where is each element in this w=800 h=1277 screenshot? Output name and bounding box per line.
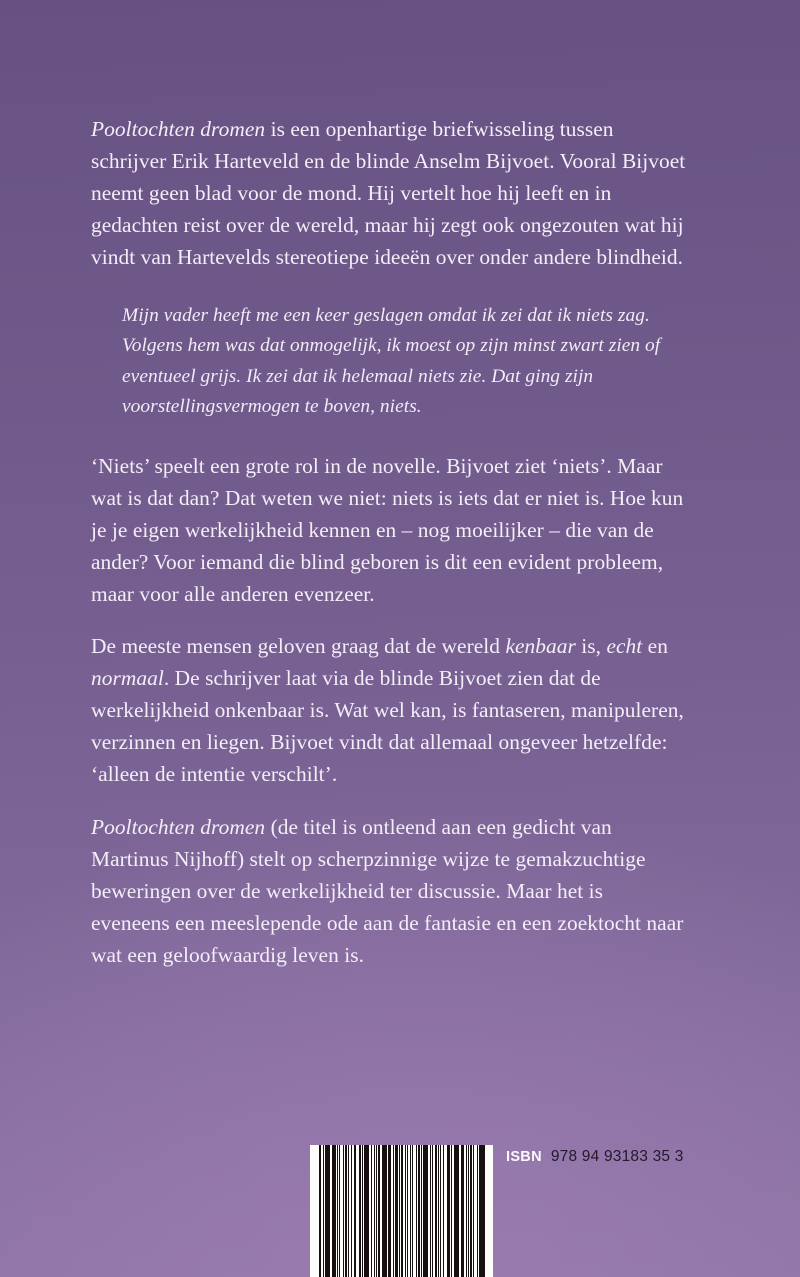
blurb-paragraph-3-part-1: De meeste mensen geloven graag dat de wereld	[91, 634, 506, 659]
emphasis-normaal: normaal	[91, 666, 164, 691]
blurb-paragraph-1	[91, 114, 687, 274]
isbn-barcode	[310, 1145, 493, 1277]
emphasis-kenbaar: kenbaar	[505, 634, 576, 659]
blurb-paragraph-3-part-3: en	[642, 634, 668, 659]
blurb-paragraph-2: ‘Niets’ speelt een grote rol in de novelle. Bijvoet ziet ‘niets’. Maar wat is dat dan? Dat weten we niet: niets is iets dat er niet is. Hoe kun je je eigen werkelijkheid kennen en – nog moeilijker – die van de ander? Voor iemand die blind geboren is dit een evident probleem, maar voor alle anderen evenzeer.	[91, 453, 684, 606]
blurb-paragraph-3-part-4: . De schrijver laat via de blinde Bijvoet zien dat de werkelijkheid onkenbaar is. Wat wel kan, is fantaseren, manipuleren, verzinnen en liegen. Bijvoet vindt dat allemaal ongeveer hetzelfde: ‘alleen de intentie verschilt’.	[91, 666, 684, 787]
pull-quote: Mijn vader heeft me een keer geslagen omdat ik zei dat ik niets zag. Volgens hem was dat onmogelijk, ik moest op zijn minst zwart zien of eventueel grijs. Ik zei dat ik helemaal niets zie. Dat ging zijn voorstellingsvermogen te boven, niets.	[122, 304, 661, 418]
isbn-line	[506, 1148, 684, 1166]
isbn-digits: 978 94 93183 35 3	[550, 1148, 684, 1165]
book-title-italic-1: Pooltochten dromen	[91, 117, 266, 141]
book-title-italic-2: Pooltochten dromen	[91, 814, 266, 839]
blurb-paragraph-4	[91, 812, 687, 972]
emphasis-echt: echt	[606, 634, 643, 659]
barcode-area	[0, 1142, 800, 1277]
blurb-paragraph-4-rest: (de titel is ontleend aan een gedicht van Martinus Nijhoff) stelt op scherpzinnige wijze te gemakzuchtige beweringen over de werkelijkheid ter discussie. Maar het is eveneens een meeslepende ode aan de fantasie en een zoektocht naar wat een geloofwaardig leven is.	[91, 814, 684, 967]
blurb-paragraph-1-rest: is een openhartige briefwisseling tussen schrijver Erik Harteveld en de blinde Anselm Bijvoet. Vooral Bijvoet neemt geen blad voor de mond. Hij vertelt hoe hij leeft en in gedachten reist over de wereld, maar hij zegt ook ongezouten wat hij vindt van Hartevelds stereotiepe ideeën over onder andere blindheid.	[91, 117, 686, 269]
blurb-paragraph-3-part-2: is,	[575, 634, 607, 659]
barcode-bars	[319, 1145, 486, 1277]
blurb-paragraph-3	[91, 631, 687, 791]
barcode-stripe	[485, 1145, 486, 1277]
isbn-label: ISBN	[506, 1149, 542, 1165]
blurb-text-block	[91, 114, 687, 992]
